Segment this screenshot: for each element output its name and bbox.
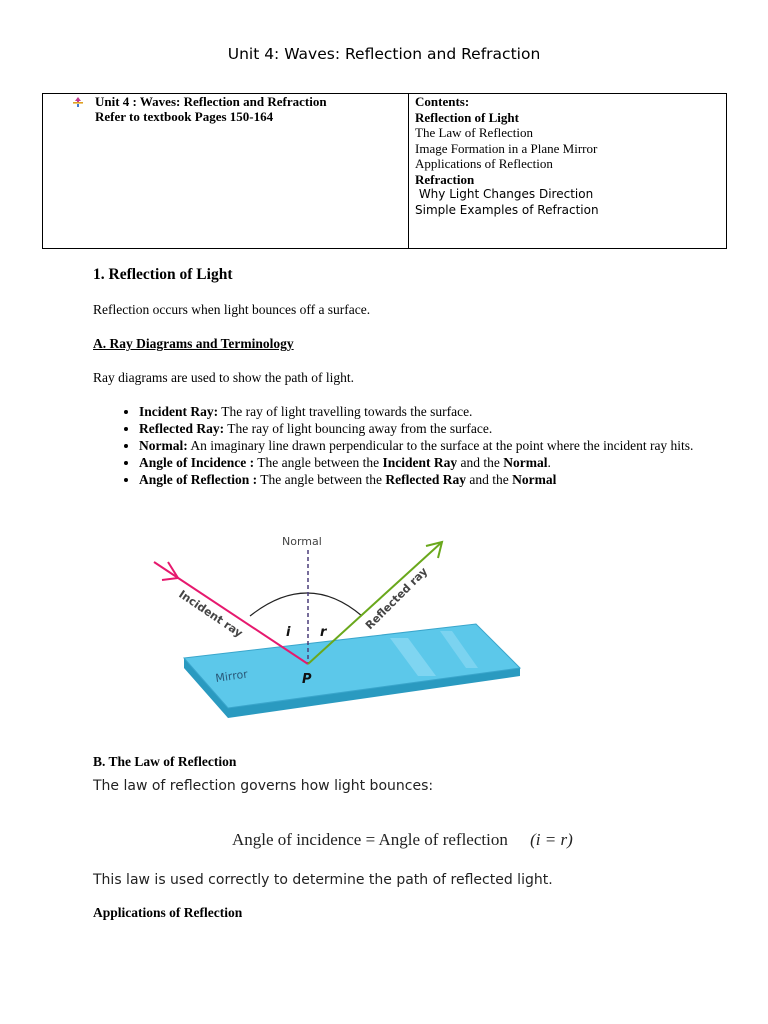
- incident-arrowhead: [162, 562, 178, 580]
- unit-info-table: [42, 93, 727, 249]
- term-label: Incident Ray:: [139, 404, 219, 419]
- bold-term: Normal: [503, 455, 548, 470]
- unit-line: Unit 4 : Waves: Reflection and Refraction: [95, 94, 327, 109]
- term-definition: The angle between the: [257, 472, 386, 487]
- contents-item: Image Formation in a Plane Mirror: [415, 140, 598, 156]
- angle-r-label: r: [320, 625, 327, 640]
- paragraph: Reflection occurs when light bounces off a surface.: [93, 302, 371, 317]
- term-definition: The ray of light bouncing away from the surface.: [224, 421, 493, 436]
- term-label: Angle of Reflection :: [139, 472, 258, 487]
- contents-cell: [409, 94, 726, 248]
- contents-item: Simple Examples of Refraction: [415, 202, 599, 217]
- paragraph: Ray diagrams are used to show the path of light.: [93, 370, 354, 385]
- arrow-bullet-icon: [73, 97, 83, 107]
- term-label: Angle of Incidence :: [139, 455, 255, 470]
- incident-ray-label: Incident ray: [176, 587, 246, 640]
- subheading: Applications of Reflection: [93, 905, 243, 920]
- section-heading: 1. Reflection of Light: [93, 266, 233, 283]
- mirror-label: Mirror: [214, 667, 249, 685]
- subheading: A. Ray Diagrams and Terminology: [93, 336, 294, 351]
- contents-refraction-heading: Refraction: [415, 171, 475, 187]
- page-title: Unit 4: Waves: Reflection and Refraction: [227, 45, 541, 63]
- equation-paren: (i = r): [530, 830, 573, 849]
- contents-reflection-heading: Reflection of Light: [415, 109, 519, 125]
- angle-i-label: i: [286, 625, 291, 640]
- list-item: [139, 403, 729, 420]
- term-definition: The angle between the: [254, 455, 383, 470]
- term-definition: An imaginary line drawn perpendicular to the surface at the point where the incident ray hits.: [187, 438, 694, 453]
- terminology-list: [93, 403, 729, 488]
- paragraph: This law is used correctly to determine the path of reflected light.: [93, 872, 553, 888]
- term-definition: and the: [457, 455, 504, 470]
- paragraph: The law of reflection governs how light bounces:: [93, 778, 434, 794]
- bold-term: Normal: [512, 472, 557, 487]
- term-definition: The ray of light travelling towards the surface.: [218, 404, 473, 419]
- bold-term: Incident Ray: [382, 455, 458, 470]
- equation-right: Angle of reflection: [378, 830, 508, 849]
- law-equation: [232, 830, 573, 850]
- reflected-ray-label: Reflected ray: [362, 564, 431, 633]
- textbook-reference: Refer to textbook Pages 150-164: [95, 109, 274, 124]
- angle-arc: [250, 593, 362, 616]
- list-item: [139, 454, 729, 471]
- list-item: [139, 437, 729, 454]
- term-definition: and the: [466, 472, 513, 487]
- contents-label: Contents:: [415, 94, 470, 109]
- subheading: B. The Law of Reflection: [93, 754, 237, 769]
- equation-left: Angle of incidence: [232, 830, 362, 849]
- unit-summary-cell: [43, 94, 409, 248]
- list-item: [139, 471, 729, 488]
- equation-equals: =: [361, 830, 379, 849]
- term-label: Normal:: [139, 438, 188, 453]
- contents-item: Why Light Changes Direction: [415, 187, 594, 201]
- contents-item: The Law of Reflection: [415, 125, 534, 140]
- reflection-ray-diagram: [140, 528, 540, 728]
- contents-item: Applications of Reflection: [415, 156, 553, 171]
- point-p-label: P: [302, 672, 312, 687]
- bold-term: Reflected Ray: [385, 472, 467, 487]
- term-definition: .: [547, 455, 551, 470]
- term-label: Reflected Ray:: [139, 421, 225, 436]
- list-item: [139, 420, 729, 437]
- normal-label: Normal: [282, 535, 322, 548]
